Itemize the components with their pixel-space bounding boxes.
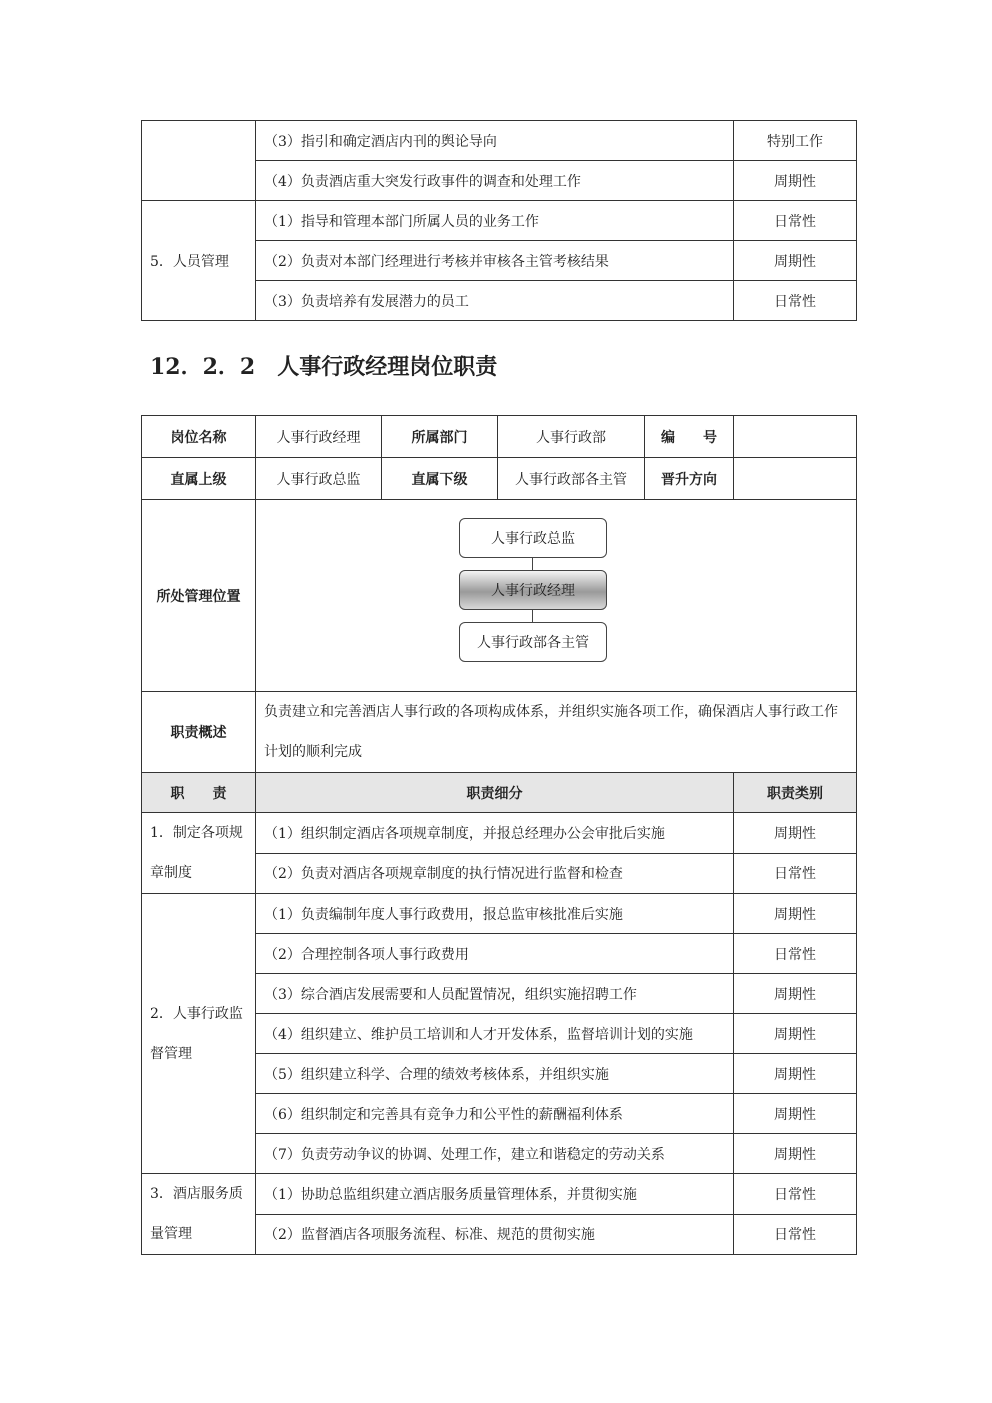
superior-label: 直属上级 <box>142 458 256 500</box>
top-duty-table <box>141 120 857 321</box>
duty-detail: （7）负责劳动争议的协调、处理工作，建立和谐稳定的劳动关系 <box>256 1134 734 1174</box>
duty-type: 周期性 <box>734 813 857 854</box>
duty-type: 周期性 <box>734 161 857 201</box>
number-value <box>734 416 857 458</box>
org-connector <box>532 610 533 622</box>
duty-detail: （1）协助总监组织建立酒店服务质量管理体系，并贯彻实施 <box>256 1174 734 1215</box>
duty-detail: （5）组织建立科学、合理的绩效考核体系，并组织实施 <box>256 1054 734 1094</box>
promotion-value <box>734 458 857 500</box>
duty-label: 5．人员管理 <box>142 201 256 321</box>
header-type: 职责类别 <box>734 773 857 813</box>
duty-type: 周期性 <box>734 974 857 1014</box>
duty-type: 周期性 <box>734 1054 857 1094</box>
duty-detail: （2）负责对本部门经理进行考核并审核各主管考核结果 <box>256 241 734 281</box>
summary-label: 职责概述 <box>142 692 256 773</box>
duty-detail: （3）指引和确定酒店内刊的舆论导向 <box>256 121 734 161</box>
promotion-label: 晋升方向 <box>645 458 734 500</box>
duty-detail: （1）组织制定酒店各项规章制度，并报总经理办公会审批后实施 <box>256 813 734 854</box>
header-detail: 职责细分 <box>256 773 734 813</box>
duty-detail: （2）监督酒店各项服务流程、标准、规范的贯彻实施 <box>256 1214 734 1255</box>
subordinate-value: 人事行政部各主管 <box>498 458 645 500</box>
duty-type: 周期性 <box>734 1134 857 1174</box>
duty-type: 日常性 <box>734 853 857 894</box>
org-box-manager: 人事行政经理 <box>459 570 607 610</box>
duty-detail: （2）负责对酒店各项规章制度的执行情况进行监督和检查 <box>256 853 734 894</box>
duty-detail: （2）合理控制各项人事行政费用 <box>256 934 734 974</box>
duty-type: 特别工作 <box>734 121 857 161</box>
subordinate-label: 直属下级 <box>382 458 498 500</box>
header-duty: 职 责 <box>142 773 256 813</box>
org-connector <box>532 558 533 570</box>
duty-type: 日常性 <box>734 1174 857 1215</box>
duty-detail: （3）综合酒店发展需要和人员配置情况，组织实施招聘工作 <box>256 974 734 1014</box>
duty-type: 日常性 <box>734 1214 857 1255</box>
duty-label: 3．酒店服务质量管理 <box>142 1174 256 1255</box>
duty-type: 周期性 <box>734 1094 857 1134</box>
number-label: 编 号 <box>645 416 734 458</box>
duty-cell-empty <box>142 121 256 201</box>
dept-label: 所属部门 <box>382 416 498 458</box>
summary-text: 负责建立和完善酒店人事行政的各项构成体系，并组织实施各项工作，确保酒店人事行政工作计划的顺利完成 <box>256 692 857 773</box>
post-name-label: 岗位名称 <box>142 416 256 458</box>
duty-type: 日常性 <box>734 281 857 321</box>
duty-detail: （6）组织制定和完善具有竞争力和公平性的薪酬福利体系 <box>256 1094 734 1134</box>
position-label: 所处管理位置 <box>142 500 256 692</box>
duty-detail: （3）负责培养有发展潜力的员工 <box>256 281 734 321</box>
org-box-supervisors: 人事行政部各主管 <box>459 622 607 662</box>
org-chart <box>256 506 856 686</box>
section-title: 12．2．2 人事行政经理岗位职责 <box>150 354 498 380</box>
dept-value: 人事行政部 <box>498 416 645 458</box>
duty-type: 日常性 <box>734 201 857 241</box>
duty-detail: （1）负责编制年度人事行政费用，报总监审核批准后实施 <box>256 894 734 934</box>
duty-type: 周期性 <box>734 894 857 934</box>
job-description-table <box>141 415 857 1255</box>
duty-label: 1．制定各项规章制度 <box>142 813 256 894</box>
duty-type: 周期性 <box>734 241 857 281</box>
duty-detail: （4）组织建立、维护员工培训和人才开发体系，监督培训计划的实施 <box>256 1014 734 1054</box>
duty-label: 2．人事行政监督管理 <box>142 894 256 1174</box>
post-name-value: 人事行政经理 <box>256 416 382 458</box>
org-chart-cell <box>256 500 857 692</box>
duty-type: 日常性 <box>734 934 857 974</box>
duty-detail: （4）负责酒店重大突发行政事件的调查和处理工作 <box>256 161 734 201</box>
org-box-director: 人事行政总监 <box>459 518 607 558</box>
duty-type: 周期性 <box>734 1014 857 1054</box>
superior-value: 人事行政总监 <box>256 458 382 500</box>
duty-detail: （1）指导和管理本部门所属人员的业务工作 <box>256 201 734 241</box>
